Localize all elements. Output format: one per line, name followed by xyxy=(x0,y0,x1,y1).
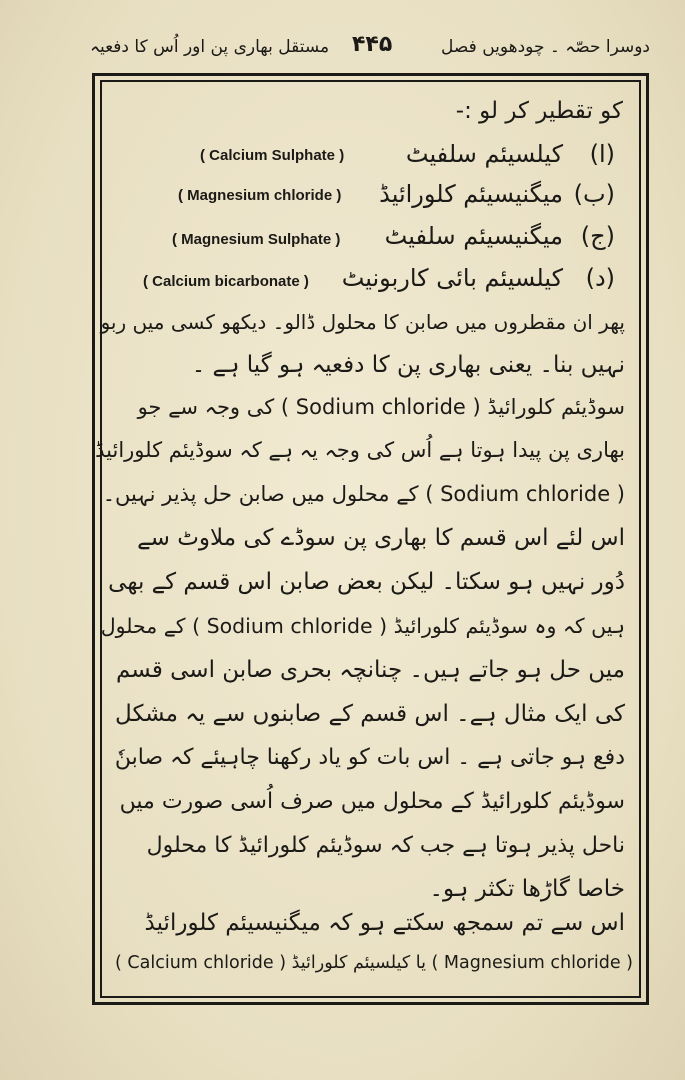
list-item-english: ( Magnesium Sulphate ) xyxy=(172,231,341,248)
page-number: ۴۴۵ xyxy=(352,32,393,57)
list-item-urdu: میگنیسیئم سلفیٹ xyxy=(384,222,563,250)
body-line: ہیں کہ وہ سوڈیئم کلورائیڈ ( Sodium chloride ) کے محلول xyxy=(100,614,625,638)
body-line: سوڈیئم کلورائیڈ کے محلول میں صرف اُسی صورت میں xyxy=(119,789,625,814)
list-item-marker: (ب) xyxy=(573,180,615,208)
header-topic: مستقل بھاری پن اور اُس کا دفعیہ xyxy=(90,37,330,57)
body-line: بھاری پن پیدا ہوتا ہے اُس کی وجہ یہ ہے کہ سوڈیئم کلورائیڈ xyxy=(95,438,625,462)
list-item-urdu: کیلسیئم بائی کاربونیٹ xyxy=(341,264,563,292)
body-line: دفع ہو جاتی ہے ۔ اس بات کو یاد رکھنا چاہیئے کہ صابنٗ xyxy=(114,745,625,770)
body-line: نہیں بنا۔ یعنی بھاری پن کا دفعیہ ہو گیا ہے ۔ xyxy=(191,352,625,378)
list-item-english: ( Calcium Sulphate ) xyxy=(200,147,345,164)
body-line: ( Sodium chloride ) کے محلول میں صابن حل پذیر نہیں۔ xyxy=(102,482,625,506)
body-line: دُور نہیں ہو سکتا۔ لیکن بعض صابن اس قسم کے بھی xyxy=(108,569,625,595)
body-line: ( Magnesium chloride ) یا کیلسیئم کلورائیڈ ( Calcium chloride ) xyxy=(115,953,633,973)
header-section: دوسرا حصّہ ۔ چودھویں فصل xyxy=(441,37,650,57)
list-item-urdu: میگنیسیئم کلورائیڈ xyxy=(379,180,563,208)
list-item-marker: (ا) xyxy=(589,140,615,168)
intro-line: کو تقطیر کر لو :- xyxy=(455,98,623,124)
body-line: پھر ان مقطروں میں صابن کا محلول ڈالو۔ دیکھو کسی میں ربو xyxy=(100,310,625,334)
body-line: ناحل پذیر ہوتا ہے جب کہ سوڈیئم کلورائیڈ کا محلول xyxy=(146,833,625,858)
list-item-marker: (د) xyxy=(585,264,615,292)
list-item-english: ( Calcium bicarbonate ) xyxy=(143,273,309,290)
list-item-english: ( Magnesium chloride ) xyxy=(178,187,342,204)
running-header xyxy=(90,32,650,72)
body-line: خاصا گاڑھا تکثر ہو۔ xyxy=(429,876,625,902)
body-line: اس سے تم سمجھ سکتے ہو کہ میگنیسیئم کلورائیڈ xyxy=(144,910,625,936)
list-item-marker: (ج) xyxy=(580,222,615,250)
body-line: سوڈیئم کلورائیڈ ( Sodium chloride ) کی وجہ سے جو xyxy=(137,395,625,419)
body-line: اس لئے اس قسم کا بھاری پن سوڈے کی ملاوٹ سے xyxy=(137,525,625,551)
body-line: میں حل ہو جاتے ہیں۔ چنانچہ بحری صابن اسی قسم xyxy=(116,657,625,683)
body-line: کی ایک مثال ہے۔ اس قسم کے صابنوں سے یہ مشکل xyxy=(115,701,625,727)
list-item-urdu: کیلسیئم سلفیٹ xyxy=(405,140,563,168)
